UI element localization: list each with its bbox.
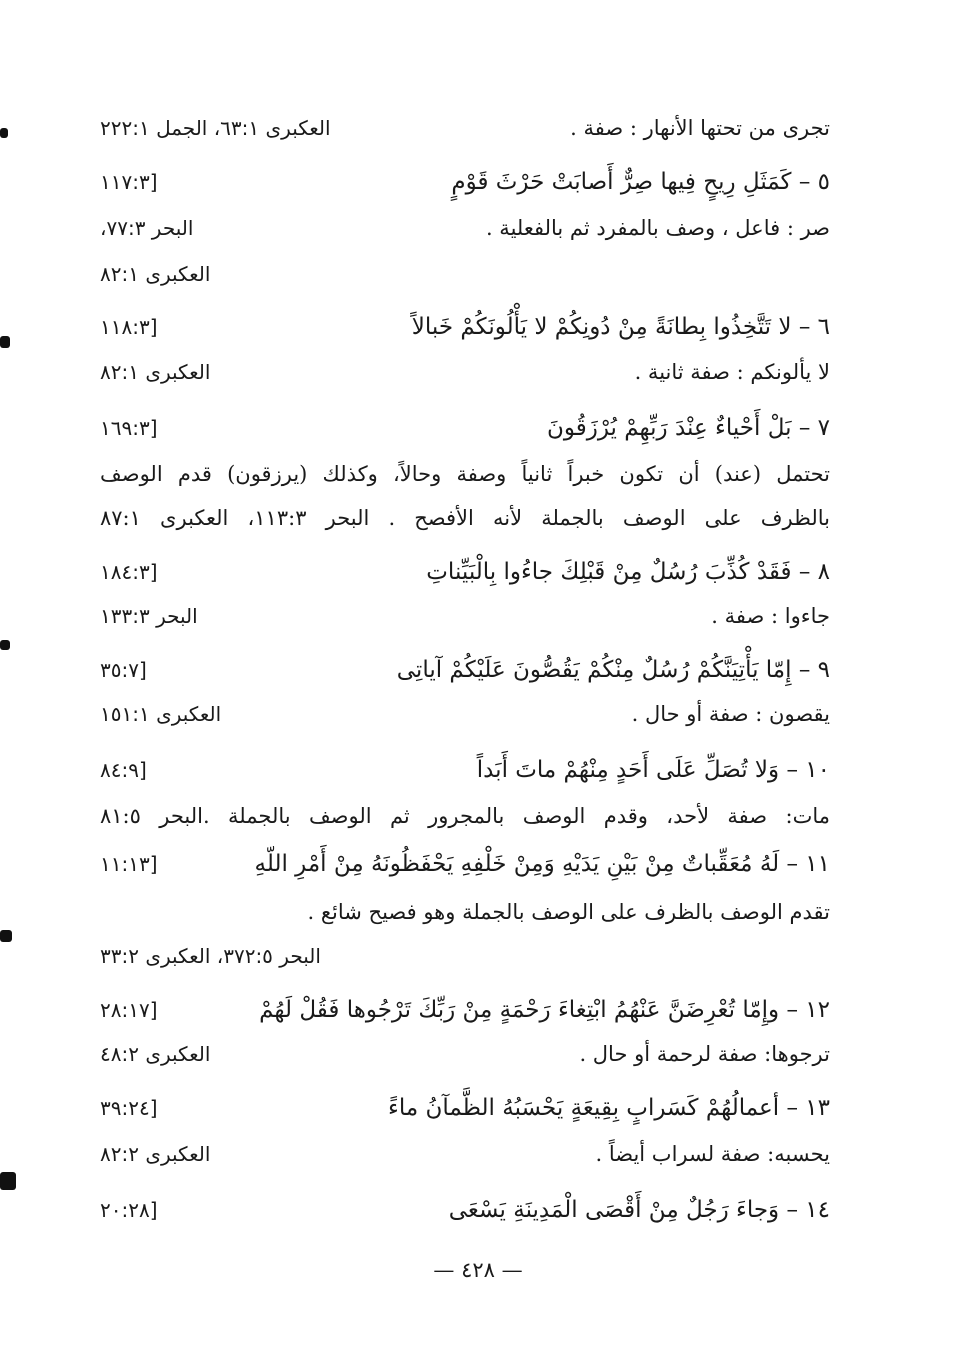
line-reference: العكبرى ٤٨:٢ [100, 1042, 211, 1066]
line-text: بالظرف على الوصف بالجملة لأنه الأفصح . البحر ١١٣:٣، العكبرى ٨٧:١ [100, 506, 830, 530]
text-line [100, 1032, 830, 1076]
scan-mark [0, 930, 12, 942]
verse-reference: [١٨٤:٣ [100, 560, 158, 584]
line-text: تجرى من تحتها الأنهار : صفة . [570, 116, 830, 140]
line-reference: البحر ٧٧:٣، [100, 216, 194, 240]
verse-line [100, 1188, 830, 1232]
text-line [100, 794, 830, 838]
scan-mark [0, 640, 10, 650]
verse-text: ٦ – لا تَتَّخِذُوا بِطانَةً مِنْ دُونِكُمْ لا يَأْلُونَكُمْ خَبالاً [411, 314, 830, 340]
scan-mark [0, 1172, 16, 1190]
line-text: ترجوها: صفة لرحمة أو حال . [579, 1042, 830, 1066]
text-line [100, 692, 830, 736]
line-reference: العكبرى ٨٢:٢ [100, 1142, 211, 1166]
text-line [100, 106, 830, 150]
verse-reference: [١١٨:٣ [100, 315, 158, 339]
verse-line [100, 988, 830, 1032]
line-text: يحسبه: صفة لسراب أيضاً . [595, 1142, 830, 1166]
line-reference: البحر ٣٧٢:٥، العكبرى ٣٣:٢ [100, 944, 321, 968]
verse-line [100, 648, 830, 692]
text-line [100, 350, 830, 394]
verse-line [100, 305, 830, 349]
line-text: تقدم الوصف بالظرف على الوصف بالجملة وهو فصيح شائع . [307, 900, 830, 924]
verse-reference: [٢٠:٢٨ [100, 1198, 158, 1222]
verse-text: ١٣ – أعمالُهُمْ كَسَرابٍ بِقِيعَةٍ يَحْسَبُهُ الظَّمآنُ ماءً [388, 1095, 830, 1121]
text-line [100, 206, 830, 250]
verse-line [100, 160, 830, 204]
line-reference: البحر ١٣٣:٣ [100, 604, 198, 628]
text-line [100, 496, 830, 540]
verse-reference: [٨٤:٩ [100, 758, 147, 782]
text-line [100, 1132, 830, 1176]
text-line [100, 934, 830, 978]
verse-reference: [٣٩:٢٤ [100, 1096, 158, 1120]
text-line [100, 452, 830, 496]
verse-reference: [١١:١٣ [100, 852, 158, 876]
verse-reference: [١٦٩:٣ [100, 416, 158, 440]
line-reference: العكبرى ٨٢:١ [100, 262, 211, 286]
line-reference: العكبرى ٦٣:١، الجمل ٢٢٢:١ [100, 116, 331, 140]
line-reference: العكبرى ٨٢:١ [100, 360, 211, 384]
verse-text: ٩ – إِمّا يَأْتِيَنَّكُمْ رُسُلٌ مِنْكُمْ يَقُصُّونَ عَلَيْكُمْ آياتِى [396, 657, 830, 683]
line-text: صر : فاعل ، وصف بالمفرد ثم بالفعلية . [485, 216, 830, 240]
verse-text: ٧ – بَلْ أَحْياءٌ عِنْدَ رَبِّهِمْ يُرْزَقُونَ [546, 415, 830, 441]
verse-reference: [٣٥:٧ [100, 658, 147, 682]
line-text: يقصون : صفة أو حال . [631, 702, 830, 726]
line-text: لا يألونكم : صفة ثانية . [634, 360, 830, 384]
page-number: — ٤٢٨ — [433, 1258, 523, 1282]
line-text: جاءوا : صفة . [711, 604, 830, 628]
verse-text: ١٢ – وإِمّا تُعْرِضَنَّ عَنْهُمُ ابْتِغاءَ رَحْمَةٍ مِنْ رَبِّكَ تَرْجُوها فَقُلْ لَهُمْ [259, 997, 830, 1023]
scan-mark [0, 128, 8, 138]
text-line [100, 252, 830, 296]
verse-text: ٥ – كَمَثَلِ رِيحٍ فِيها صِرٌّ أَصابَتْ حَرْثَ قَوْمٍ [451, 169, 830, 195]
line-text: تحتمل (عند) أن تكون خبراً ثانياً وصفة وحالاً، وكذلك (يرزقون) قدم الوصف [100, 462, 830, 486]
line-reference: العكبرى ١٥١:١ [100, 702, 222, 726]
verse-text: ١٠ – وَلا تُصَلِّ عَلَى أَحَدٍ مِنْهُمْ ماتَ أَبَداً [476, 757, 830, 783]
verse-text: ٨ – فَقَدْ كُذِّبَ رُسُلٌ مِنْ قَبْلِكَ جاءُوا بِالْبَيِّناتِ [426, 559, 830, 585]
verse-text: ١١ – لَهُ مُعَقِّباتٌ مِنْ بَيْنِ يَدَيْهِ وَمِنْ خَلْفِهِ يَحْفَظُونَهُ مِنْ أَمْرِ اللّهِ [254, 851, 830, 877]
verse-reference: [١١٧:٣ [100, 170, 158, 194]
verse-text: ١٤ – وَجاءَ رَجُلٌ مِنْ أَقْصَى الْمَدِينَةِ يَسْعَى [448, 1197, 830, 1223]
verse-line [100, 842, 830, 886]
text-line [100, 594, 830, 638]
text-line [100, 890, 830, 934]
verse-line [100, 550, 830, 594]
verse-line [100, 748, 830, 792]
scan-mark [0, 336, 10, 348]
verse-reference: [٢٨:١٧ [100, 998, 158, 1022]
line-text: مات: صفة لأحد، وقدم الوصف بالمجرور ثم الوصف بالجملة .البحر ٨١:٥ [100, 804, 830, 828]
verse-line [100, 1086, 830, 1130]
verse-line [100, 406, 830, 450]
